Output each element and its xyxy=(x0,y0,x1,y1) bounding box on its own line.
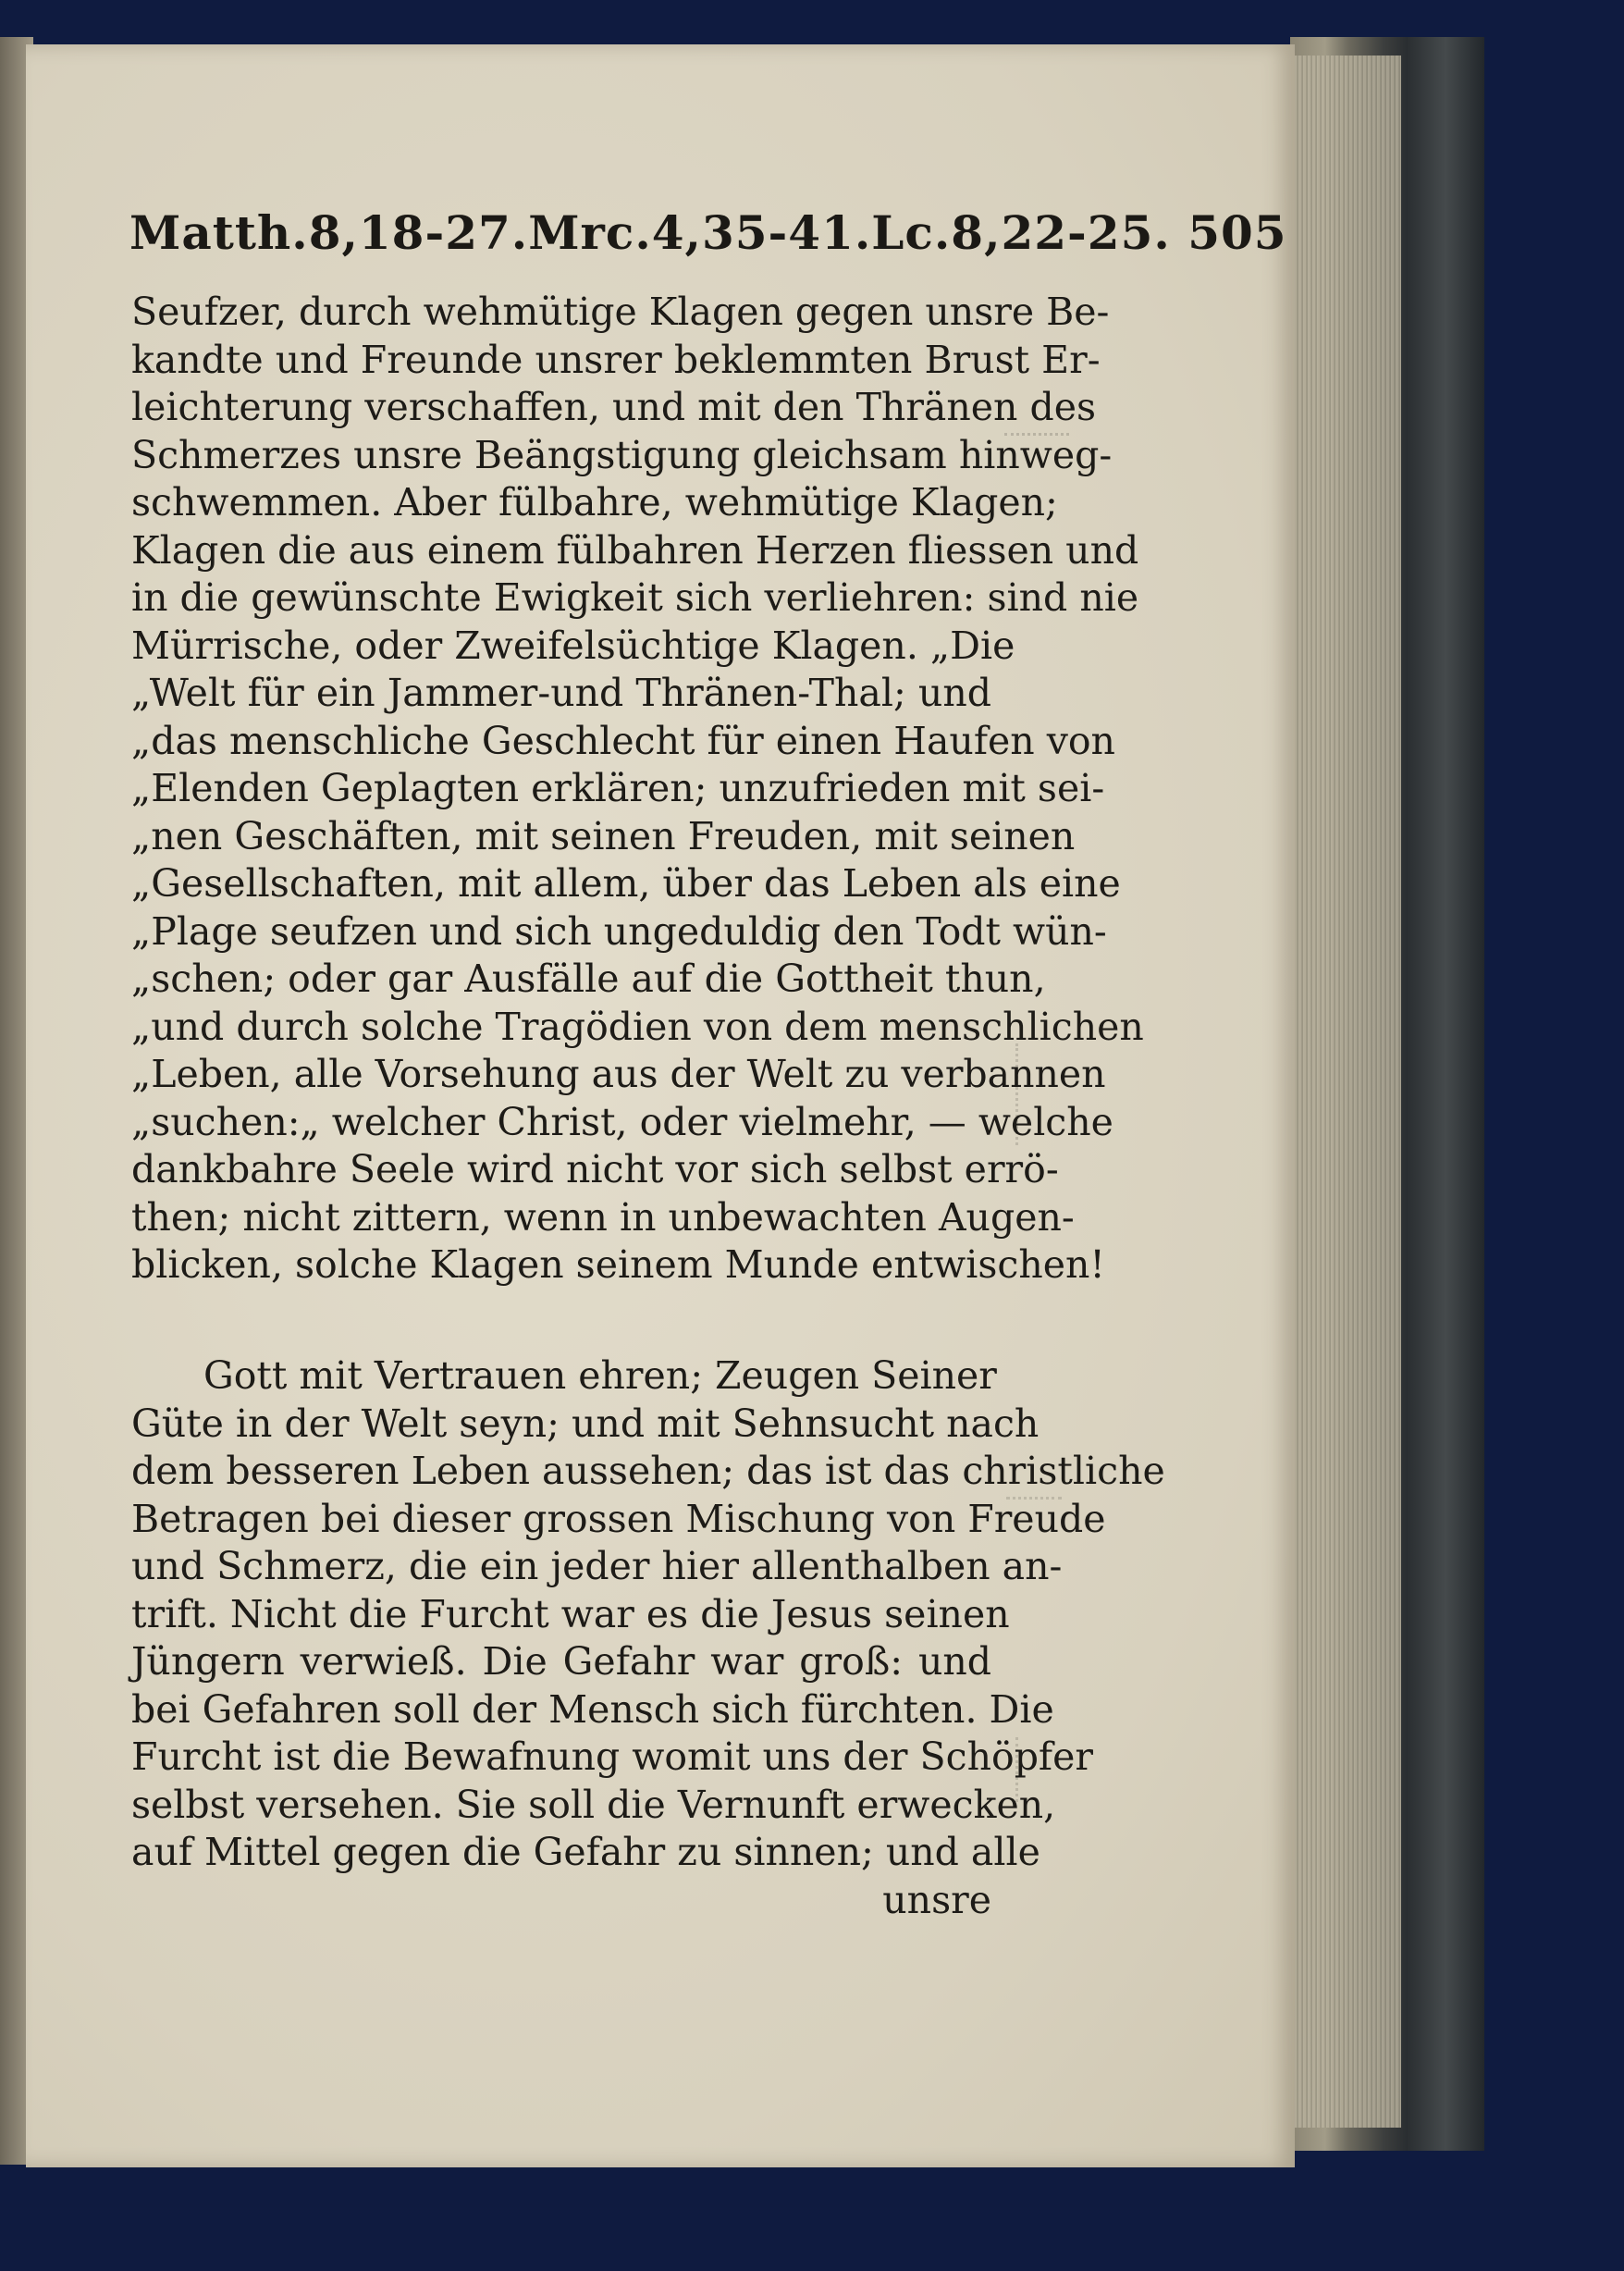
text-line: Klagen die aus einem fülbahren Herzen fliessen und xyxy=(131,527,1139,573)
text-line: trift. Nicht die Furcht war es die Jesus seinen xyxy=(131,1591,1010,1636)
text-line: „Plage seufzen und sich ungeduldig den Todt wün- xyxy=(131,908,1107,954)
text-line: und Schmerz, die ein jeder hier allenthalben an- xyxy=(131,1544,1063,1588)
text-line: Betragen bei dieser grossen Mischung von Freude xyxy=(131,1496,1106,1541)
text-line: „das menschliche Geschlecht für einen Haufen von xyxy=(131,718,1115,763)
text-line: Mürrische, oder Zweifelsüchtige Klagen. „Die xyxy=(131,623,1015,668)
text-line: Schmerzes unsre Beängstigung gleichsam hinweg- xyxy=(131,432,1113,477)
catchword: unsre xyxy=(882,1877,991,1922)
text-line: auf Mittel gegen die Gefahr zu sinnen; und alle xyxy=(131,1830,1040,1874)
text-line: schwemmen. Aber fülbahre, wehmütige Klagen; xyxy=(131,480,1058,525)
text-line: dem besseren Leben aussehen; das ist das christliche xyxy=(131,1449,1165,1493)
text-line: „Leben, alle Vorsehung aus der Welt zu verbannen xyxy=(131,1052,1106,1096)
text-line: kandte und Freunde unsrer beklemmten Brust Er- xyxy=(131,337,1101,382)
text-line: „schen; oder gar Ausfälle auf die Gottheit thun, xyxy=(131,957,1046,1001)
text-line: „suchen:„ welcher Christ, oder vielmehr, — welche xyxy=(131,1099,1113,1144)
paragraph xyxy=(131,1352,1165,1924)
text-line: „Gesellschaften, mit allem, über das Leben als eine xyxy=(131,861,1121,906)
text-line: „nen Geschäften, mit seinen Freuden, mit seinen xyxy=(131,813,1076,858)
text-line: „und durch solche Tragödien von dem menschlichen xyxy=(131,1004,1144,1049)
paragraph xyxy=(131,289,1144,1290)
text-line: in die gewünschte Ewigkeit sich verliehren: sind nie xyxy=(131,575,1139,620)
text-line: dankbahre Seele wird nicht vor sich selbst errö- xyxy=(131,1147,1059,1191)
text-line: „Elenden Geplagten erklären; unzufrieden mit sei- xyxy=(131,766,1105,810)
page-fore-edge xyxy=(1290,56,1401,2128)
text-line: Seufzer, durch wehmütige Klagen gegen unsre Be- xyxy=(131,290,1110,334)
text-line: selbst versehen. Sie soll die Vernunft erwecken, xyxy=(131,1782,1056,1827)
text-line: Furcht ist die Bewafnung womit uns der Schöpfer xyxy=(131,1734,1093,1779)
text-line: leichterung verschaffen, und mit den Thränen des xyxy=(131,385,1097,429)
text-line: then; nicht zittern, wenn in unbewachten Augen- xyxy=(131,1194,1075,1240)
text-line: blicken, solche Klagen seinem Munde entwischen! xyxy=(131,1242,1105,1287)
text-line: Gott mit Vertrauen ehren; Zeugen Seiner xyxy=(203,1353,997,1398)
text-line: bei Gefahren soll der Mensch sich fürchten. Die xyxy=(131,1686,1054,1732)
running-header: Matth.8,18-27.Mrc.4,35-41.Lc.8,22-25. 505 xyxy=(129,205,1287,260)
text-line: „Welt für ein Jammer-und Thränen-Thal; und xyxy=(131,671,991,715)
text-line: Jüngern verwieß. Die Gefahr war groß: und xyxy=(131,1639,991,1684)
text-line: Güte in der Welt seyn; und mit Sehnsucht nach xyxy=(131,1401,1040,1446)
